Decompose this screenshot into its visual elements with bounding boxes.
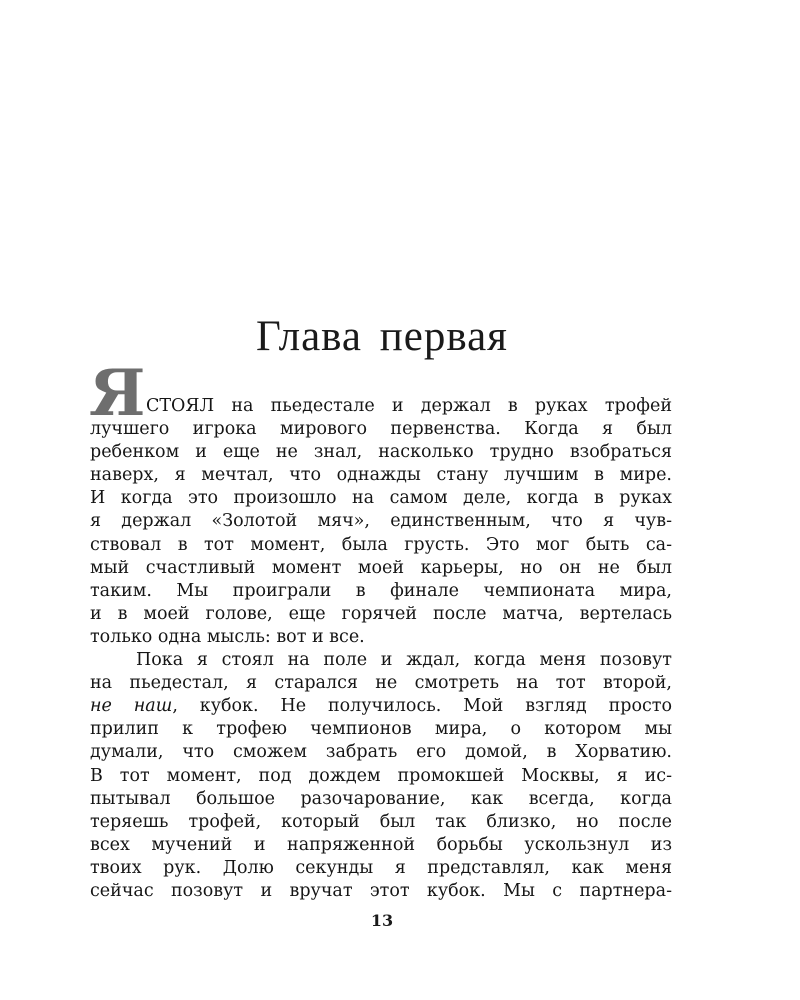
text-line <box>90 695 672 718</box>
text-line: мый счастливый момент моей карьеры, но он не был <box>90 557 672 578</box>
text-line: наверх, я мечтал, что однажды стану лучшим в мире. <box>90 465 672 486</box>
text-line: пытывал большое разочарование, как всегда, когда <box>90 788 672 809</box>
page-number: 13 <box>370 911 394 930</box>
italic-phrase: не наш <box>90 696 173 717</box>
text-line: теряешь трофей, который был так близко, но после <box>90 811 672 832</box>
text-line: и в моей голове, еще горячей после матча, вертелась <box>90 603 672 624</box>
text-line: только одна мысль: вот и все. <box>90 626 365 647</box>
text-line: прилип к трофею чемпионов мира, о котором мы <box>90 719 672 740</box>
text-line: твоих рук. Долю секунды я представлял, как меня <box>90 857 672 878</box>
text-line: на пьедестал, я старался не смотреть на тот второй, <box>90 673 672 694</box>
text-line: ствовал в тот момент, была грусть. Это мог быть са- <box>90 534 672 555</box>
text-line: СТОЯЛ на пьедестале и держал в руках трофей <box>146 396 672 416</box>
text-line: всех мучений и напряженной борьбы ускользнул из <box>90 834 672 855</box>
text-line: лучшего игрока мирового первенства. Когда я был <box>90 419 672 440</box>
text-line: И когда это произошло на самом деле, когда в руках <box>90 488 672 509</box>
text-line: думали, что сможем забрать его домой, в Хорватию. <box>90 742 672 763</box>
chapter-title: Глава первая <box>256 313 508 360</box>
text-line: сейчас позовут и вручат этот кубок. Мы с партнера- <box>90 880 672 901</box>
text-line: В тот момент, под дождем промокшей Москвы, я ис- <box>90 765 672 786</box>
text-line: я держал «Золотой мяч», единственным, что я чув- <box>90 511 672 532</box>
text-line: ребенком и еще не знал, насколько трудно взобраться <box>90 442 672 463</box>
text-line: таким. Мы проиграли в финале чемпионата мира, <box>90 580 672 601</box>
text-fragment: , кубок. Не получилось. Мой взгляд просто <box>172 696 673 717</box>
body-text <box>90 395 672 903</box>
drop-cap: Я <box>89 356 146 431</box>
text-line: Пока я стоял на поле и ждал, когда меня позовут <box>136 650 672 671</box>
